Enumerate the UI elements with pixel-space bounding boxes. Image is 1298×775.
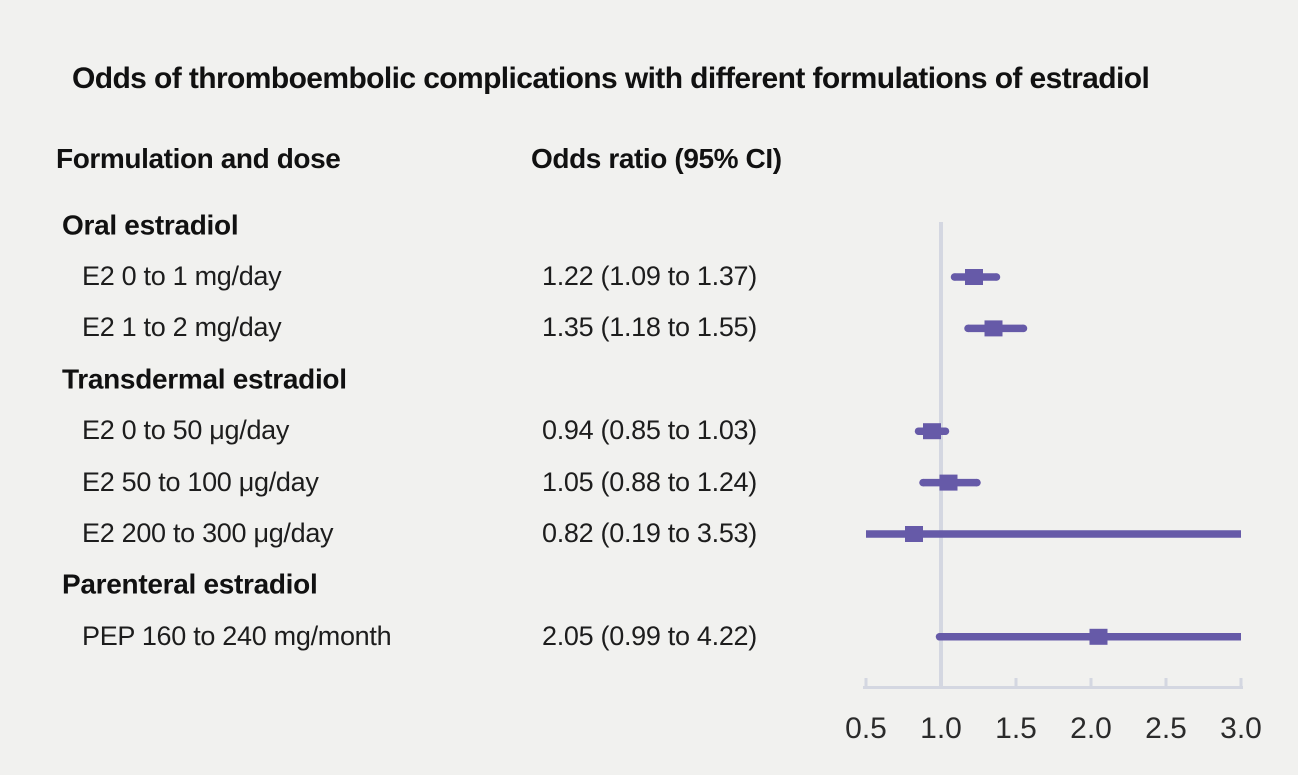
ci-line-end bbox=[942, 427, 950, 435]
row-label: E2 50 to 100 μg/day bbox=[82, 466, 319, 497]
row-label: E2 0 to 1 mg/day bbox=[82, 260, 282, 291]
column-header-formulation: Formulation and dose bbox=[56, 143, 341, 174]
x-axis-tick-label: 1.5 bbox=[995, 712, 1037, 745]
odds-ratio-value: 0.94 (0.85 to 1.03) bbox=[542, 415, 757, 446]
x-axis-tick-label: 2.5 bbox=[1145, 712, 1187, 745]
ci-line-end bbox=[915, 427, 923, 435]
odds-ratio-value: 1.22 (1.09 to 1.37) bbox=[542, 260, 757, 291]
point-estimate-marker bbox=[905, 526, 923, 542]
column-header-odds-ratio: Odds ratio (95% CI) bbox=[531, 143, 782, 174]
row-label: E2 200 to 300 μg/day bbox=[82, 517, 334, 548]
x-axis-tick-label: 1.0 bbox=[920, 712, 962, 745]
odds-ratio-value: 1.35 (1.18 to 1.55) bbox=[542, 312, 757, 343]
ci-line-end bbox=[951, 273, 959, 281]
ci-line-end bbox=[919, 479, 927, 487]
ci-line-end bbox=[936, 633, 944, 641]
x-axis-tick-label: 2.0 bbox=[1070, 712, 1112, 745]
ci-line-end bbox=[1020, 325, 1028, 333]
group-label: Oral estradiol bbox=[62, 208, 239, 240]
point-estimate-marker bbox=[940, 475, 958, 491]
figure-title: Odds of thromboembolic complications with different formulations of estradiol bbox=[72, 62, 1150, 95]
group-label: Transdermal estradiol bbox=[62, 363, 347, 395]
row-label: PEP 160 to 240 mg/month bbox=[82, 620, 392, 651]
odds-ratio-value: 1.05 (0.88 to 1.24) bbox=[542, 466, 757, 497]
group-label: Parenteral estradiol bbox=[62, 568, 318, 600]
point-estimate-marker bbox=[985, 320, 1003, 336]
odds-ratio-value: 2.05 (0.99 to 4.22) bbox=[542, 620, 757, 651]
point-estimate-marker bbox=[923, 423, 941, 439]
x-axis-tick-label: 0.5 bbox=[845, 712, 887, 745]
odds-ratio-value: 0.82 (0.19 to 3.53) bbox=[542, 517, 757, 548]
row-label: E2 1 to 2 mg/day bbox=[82, 312, 282, 343]
point-estimate-marker bbox=[965, 269, 983, 285]
point-estimate-marker bbox=[1090, 629, 1108, 645]
row-label: E2 0 to 50 μg/day bbox=[82, 415, 290, 446]
ci-line-end bbox=[993, 273, 1001, 281]
ci-line-end bbox=[964, 325, 972, 333]
ci-line-end bbox=[973, 479, 981, 487]
x-axis-tick-label: 3.0 bbox=[1220, 712, 1262, 745]
